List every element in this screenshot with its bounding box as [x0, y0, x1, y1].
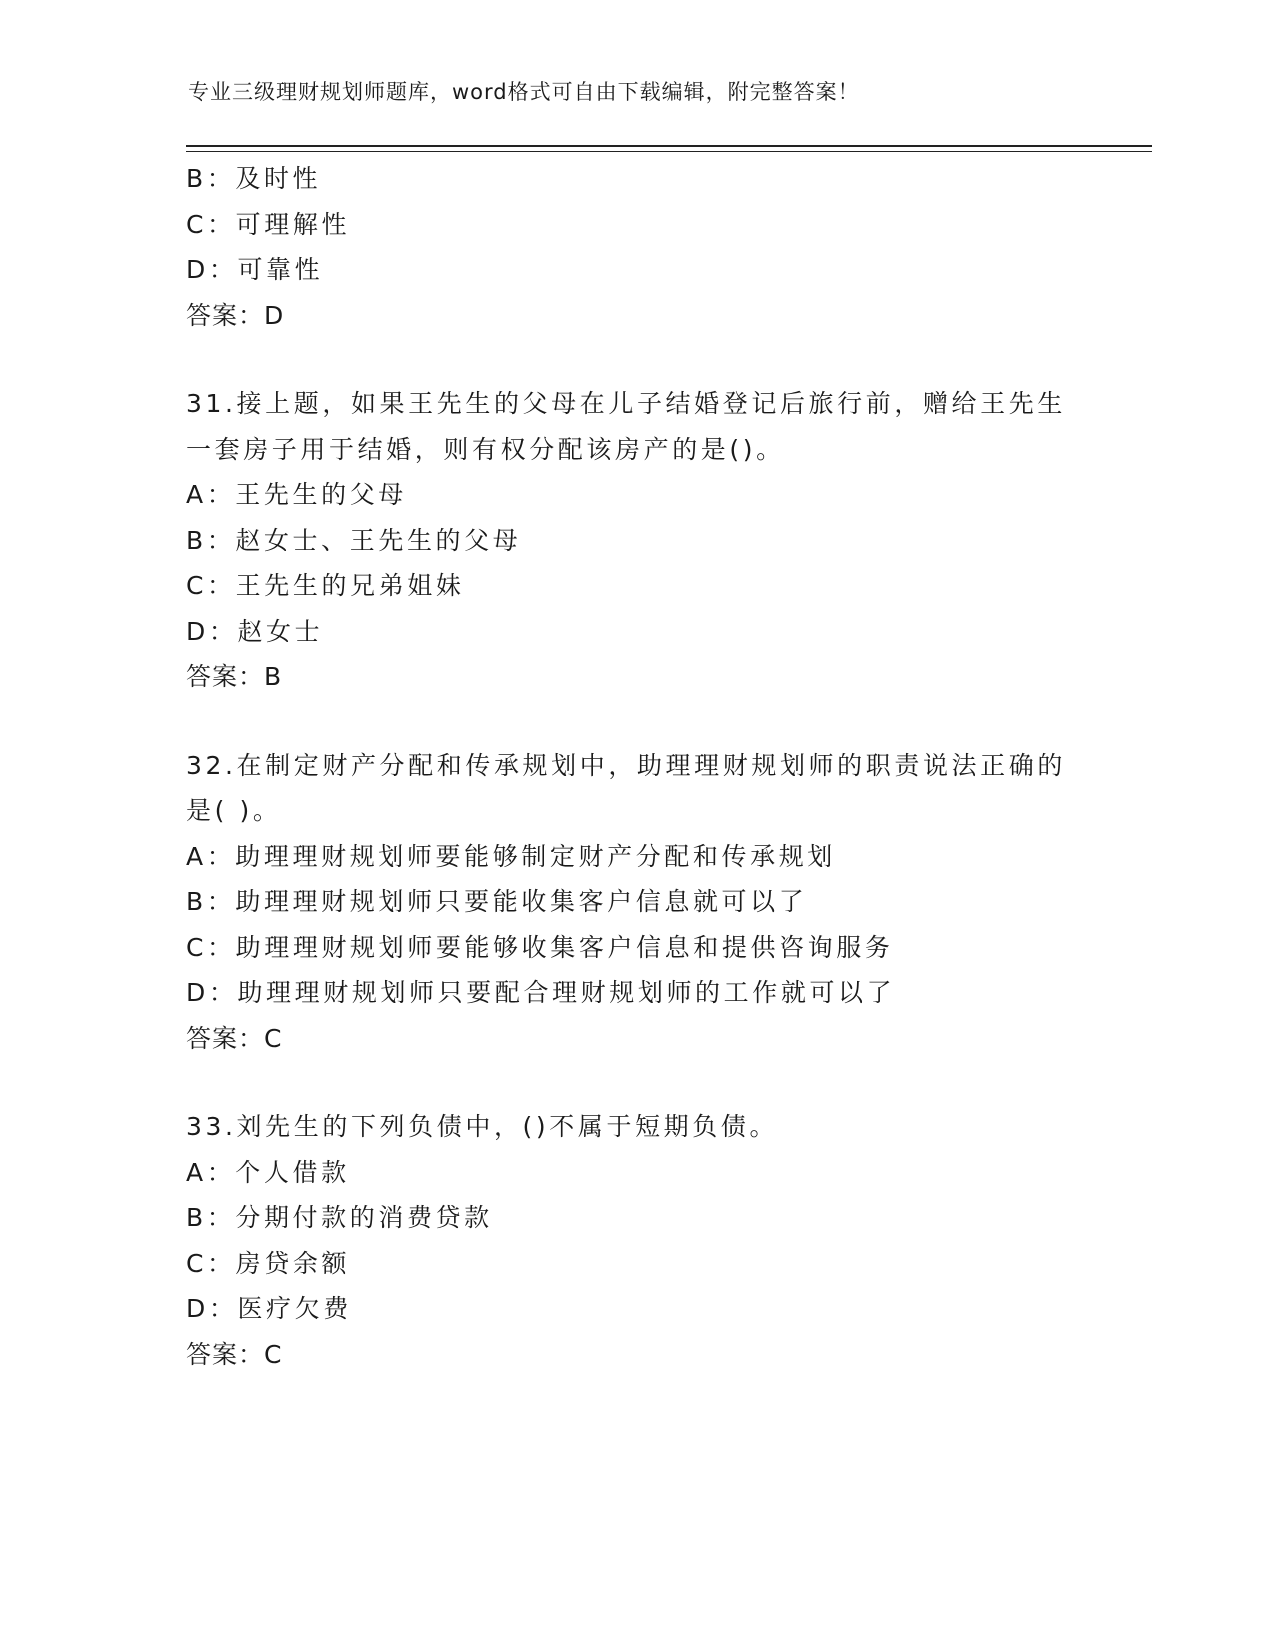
- answer: 答案：C: [186, 1339, 283, 1369]
- option-b: B：及时性: [186, 164, 322, 193]
- header-rule-thin: [186, 151, 1152, 152]
- option-a: A：个人借款: [186, 1157, 350, 1187]
- option-b: B：助理理财规划师只要能收集客户信息就可以了: [186, 887, 808, 916]
- question-31: [186, 381, 1086, 700]
- question-stem: 31.接上题，如果王先生的父母在儿子结婚登记后旅行前，赠给王先生: [186, 389, 1066, 418]
- answer: 答案：D: [186, 300, 285, 330]
- answer: 答案：C: [186, 1023, 283, 1053]
- question-33: [186, 1104, 1086, 1377]
- page-header: 专业三级理财规划师题库，word格式可自由下载编辑，附完整答案！: [188, 80, 860, 104]
- question-stem: 一套房子用于结婚，则有权分配该房产的是()。: [186, 434, 785, 464]
- option-d: D：可靠性: [186, 255, 324, 284]
- prev-question: [186, 156, 1086, 338]
- question-stem: 33.刘先生的下列负债中，()不属于短期负债。: [186, 1112, 779, 1141]
- question-content: [186, 156, 1086, 1377]
- option-d: D：赵女士: [186, 616, 324, 646]
- option-a: A：助理理财规划师要能够制定财产分配和传承规划: [186, 841, 836, 871]
- option-d: D：助理理财规划师只要配合理财规划师的工作就可以了: [186, 978, 896, 1007]
- option-a: A：王先生的父母: [186, 480, 407, 509]
- option-b: B：分期付款的消费贷款: [186, 1203, 493, 1232]
- question-stem: 是( )。: [186, 796, 282, 825]
- option-c: C：助理理财规划师要能够收集客户信息和提供咨询服务: [186, 932, 894, 962]
- option-c: C：房贷余额: [186, 1248, 351, 1278]
- option-c: C：王先生的兄弟姐妹: [186, 571, 465, 600]
- question-stem: 32.在制定财产分配和传承规划中，助理理财规划师的职责说法正确的: [186, 750, 1066, 780]
- answer: 答案：B: [186, 662, 283, 691]
- header-rule-thick: [186, 145, 1152, 147]
- option-c: C：可理解性: [186, 209, 351, 239]
- option-d: D：医疗欠费: [186, 1294, 352, 1323]
- option-b: B：赵女士、王先生的父母: [186, 525, 522, 555]
- question-32: [186, 743, 1086, 1062]
